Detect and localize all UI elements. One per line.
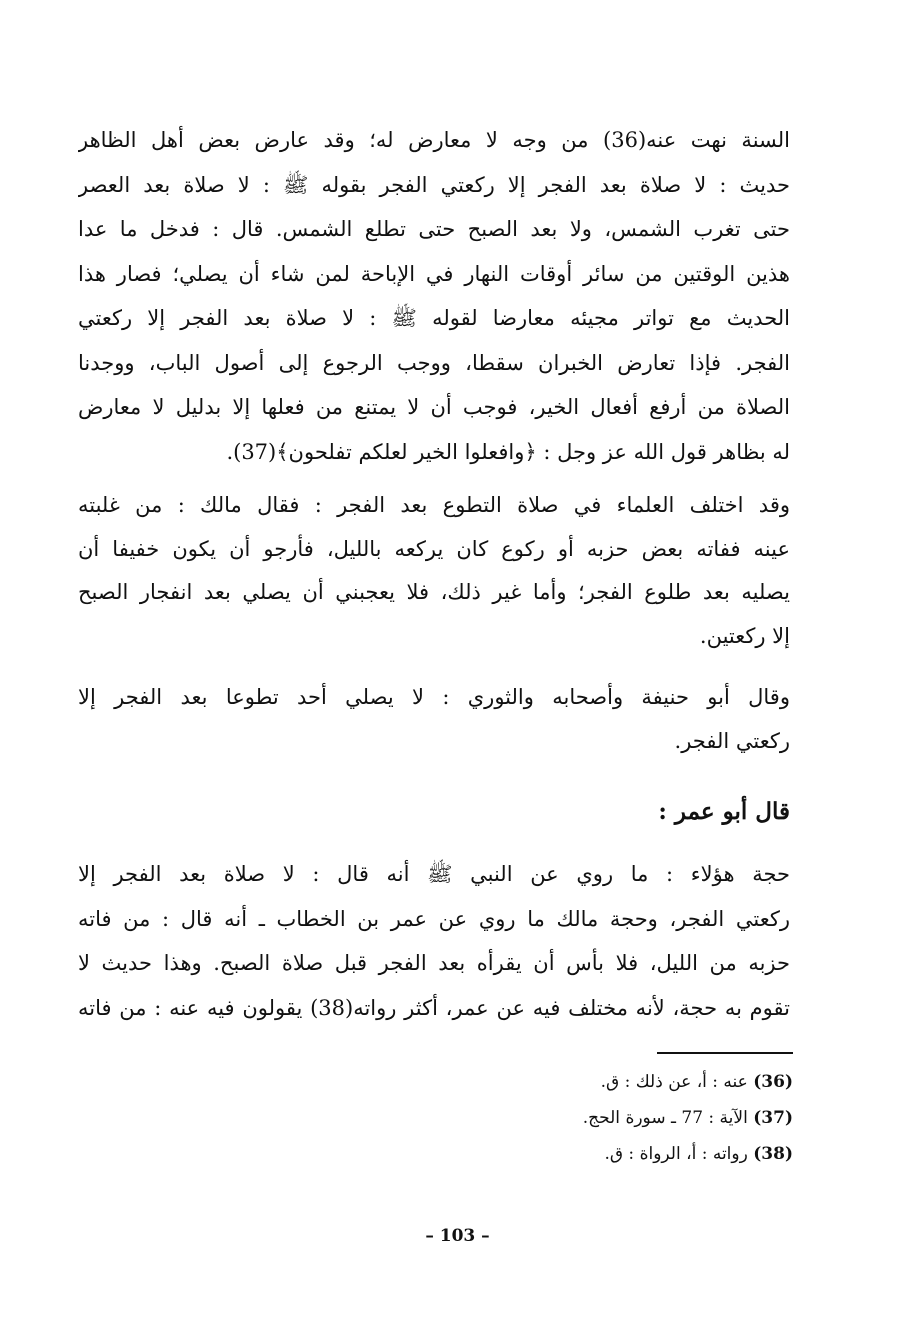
- text-line: وقد اختلف العلماء في صلاة التطوع بعد الفجر : فقال مالك : من غلبته: [78, 493, 790, 517]
- text-line: حديث : لا صلاة بعد الفجر إلا ركعتي الفجر بقوله ﷺ : لا صلاة بعد العصر: [78, 172, 790, 197]
- paragraph-malik-opinion: [78, 484, 790, 658]
- text-line: حتى تغرب الشمس، ولا بعد الصبح حتى تطلع الشمس. قال : فدخل ما عدا: [78, 217, 790, 241]
- text-line: ركعتي الفجر، وحجة مالك ما روي عن عمر بن الخطاب ـ أنه قال : من فاته: [78, 906, 790, 931]
- text-line: حزبه من الليل، فلا بأس أن يقرأه بعد الفجر قبل صلاة الصبح. وهذا حديث لا: [78, 951, 790, 975]
- page-number: – 103 –: [425, 1226, 490, 1246]
- footnote-number: (37): [753, 1108, 793, 1128]
- text-line: الصلاة من أرفع أفعال الخير، فوجب أن لا يمتنع من فعلها إلا بدليل لا معارض: [78, 395, 790, 419]
- text-line: الفجر. فإذا تعارض الخبران سقطا، ووجب الرجوع إلى أصول الباب، ووجدنا: [78, 350, 790, 375]
- footnote-number: (38): [753, 1144, 793, 1164]
- footnote-text: عنه : أ، عن ذلك : ق.: [600, 1072, 748, 1092]
- text-line: السنة نهت عنه(36) من وجه لا معارض له؛ وقد عارض بعض أهل الظاهر: [78, 128, 790, 152]
- text-line: ركعتي الفجر.: [674, 728, 790, 753]
- text-line: يصليه بعد طلوع الفجر؛ وأما غير ذلك، فلا يعجبني أن يصلي بعد انفجار الصبح: [78, 580, 790, 604]
- paragraph-abu-hanifa-opinion: [78, 676, 790, 763]
- text-line: هذين الوقتين من سائر أوقات النهار في الإباحة لمن شاء أن يصلي؛ فصار هذا: [78, 261, 790, 286]
- section-heading: قال أبو عمر :: [658, 798, 790, 825]
- footnote-text: رواته : أ، الرواة : ق.: [604, 1144, 748, 1164]
- text-line: إلا ركعتين.: [699, 623, 790, 648]
- text-line: حجة هؤلاء : ما روي عن النبي ﷺ أنه قال : لا صلاة بعد الفجر إلا: [78, 862, 790, 886]
- footnote-text: الآية : 77 ـ سورة الحج.: [582, 1108, 748, 1128]
- footnote-item: [583, 1100, 793, 1136]
- footnotes: [583, 1064, 793, 1172]
- text-line: الحديث مع تواتر مجيئه معارضا لقوله ﷺ : لا صلاة بعد الفجر إلا ركعتي: [78, 306, 790, 330]
- text-line: عينه ففاته بعض حزبه أو ركوع كان يركعه بالليل، فأرجو أن يكون خفيفا أن: [78, 536, 790, 561]
- footnote-item: [583, 1136, 793, 1172]
- footnote-item: [583, 1064, 793, 1100]
- paragraph-hadith-discussion: [78, 118, 790, 474]
- text-line: له بظاهر قول الله عز وجل : ﴿وافعلوا الخير لعلكم تفلحون﴾(37).: [226, 439, 790, 464]
- text-line: وقال أبو حنيفة وأصحابه والثوري : لا يصلي أحد تطوعا بعد الفجر إلا: [78, 685, 790, 709]
- text-line: تقوم به حجة، لأنه مختلف فيه عن عمر، أكثر رواته(38) يقولون فيه عنه : من فاته: [78, 995, 790, 1020]
- footnote-separator: [657, 1052, 793, 1054]
- footnote-number: (36): [753, 1072, 793, 1092]
- paragraph-evidence: [78, 852, 790, 1030]
